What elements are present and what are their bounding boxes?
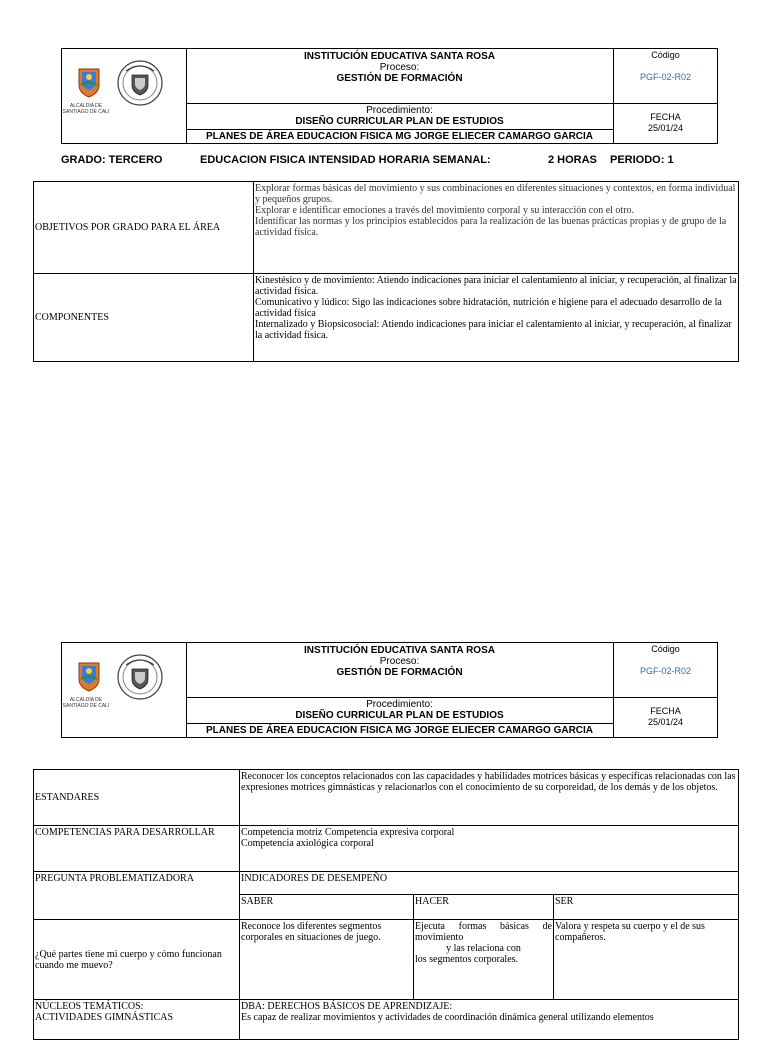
planes-title: PLANES DE ÁREA EDUCACION FISICA MG JORGE ELIECER CAMARGO GARCIA <box>186 723 613 737</box>
objectives-table <box>33 181 739 362</box>
hacer-line: Ejecuta formas básicas de movimiento <box>415 921 552 943</box>
fecha-cell <box>613 104 717 143</box>
ser-label: SER <box>554 895 739 920</box>
fecha-value: 25/01/24 <box>647 717 684 727</box>
header-procedure-cell <box>186 104 613 143</box>
procedimiento-label: Procedimiento: <box>366 699 433 710</box>
proceso-label: Proceso: <box>379 656 420 667</box>
hacer-line: y las relaciona con <box>446 943 521 954</box>
hours: 2 HORAS <box>548 154 597 166</box>
table-row <box>34 274 739 362</box>
componente-item: Kinestésico y de movimiento: Atiendo indicaciones para iniciar el calentamiento al iniciar, y recuperación, al finalizar la actividad física. <box>255 275 737 297</box>
header-procedure-cell <box>186 698 613 737</box>
logo-caption: SANTIAGO DE CALI <box>62 703 110 709</box>
codigo-label: Código <box>651 50 680 60</box>
estandares-value: Reconocer los conceptos relacionados con las capacidades y habilidades motrices básicas y específicas relacionadas con las expresiones motrices gimnásticas y relacionarlos con el conocimiento de su corporeidad, de los demás y de los objetos. <box>240 770 739 826</box>
competencia-item: Competencia motriz Competencia expresiva corporal <box>241 827 455 838</box>
grade-line <box>61 154 721 168</box>
period: PERIODO: 1 <box>610 154 674 166</box>
procedimiento-label: Procedimiento: <box>366 105 433 116</box>
codigo-label: Código <box>651 644 680 654</box>
table-row <box>34 182 739 274</box>
logo-caption: SANTIAGO DE CALI <box>62 109 110 115</box>
institution-name: INSTITUCIÓN EDUCATIVA SANTA ROSA <box>304 645 495 656</box>
dba-cell <box>240 1000 739 1040</box>
grado-value: : TERCERO <box>101 154 163 166</box>
componentes-label: COMPONENTES <box>34 274 254 362</box>
hacer-line: los segmentos corporales. <box>415 954 519 965</box>
codigo-cell <box>613 49 717 104</box>
ser-value: Valora y respeta su cuerpo y el de sus compañeros. <box>554 920 739 1000</box>
dba-value: Es capaz de realizar movimientos y actividades de coordinación dinámica general utilizando elementos <box>241 1012 654 1023</box>
proceso-value: GESTIÓN DE FORMACIÓN <box>336 667 463 678</box>
grado-label: GRADO <box>61 154 102 166</box>
objetivo-item: Explorar e identificar emociones a través del movimiento corporal y su interacción con el otro. <box>255 205 635 216</box>
header-title-cell <box>186 643 613 698</box>
standards-table <box>33 769 739 1040</box>
table-row <box>34 770 739 826</box>
codigo-value: PGF-02-R02 <box>639 72 692 82</box>
competencias-cell <box>240 826 739 872</box>
table-row <box>34 920 739 1000</box>
logo-cell <box>62 49 187 143</box>
procedimiento-value: DISEÑO CURRICULAR PLAN DE ESTUDIOS <box>295 116 504 127</box>
fecha-label: FECHA <box>650 706 681 716</box>
nucleos-cell <box>34 1000 240 1040</box>
componente-item: Comunicativo y lúdico: Sigo las indicaciones sobre hidratación, nutrición e higiene para el adecuado desarrollo de la actividad física <box>255 297 722 319</box>
document-header <box>61 48 718 144</box>
logo-caption: ALCALDÍA DE <box>69 697 103 703</box>
indicadores-label: INDICADORES DE DESEMPEÑO <box>240 872 739 895</box>
saber-value: Reconoce los diferentes segmentos corporales en situaciones de juego. <box>240 920 414 1000</box>
institution-logos <box>62 49 186 143</box>
codigo-cell <box>613 643 717 698</box>
componente-item: Internalizado y Biopsicosocial: Atiendo indicaciones para iniciar el calentamiento al iniciar, y recuperación, al finalizar la actividad física. <box>255 319 732 341</box>
institution-name: INSTITUCIÓN EDUCATIVA SANTA ROSA <box>304 51 495 62</box>
document-header-page-2 <box>61 642 718 738</box>
objetivos-label: OBJETIVOS POR GRADO PARA EL ÁREA <box>34 182 254 274</box>
competencias-label: COMPETENCIAS PARA DESARROLLAR <box>34 826 240 872</box>
objetivo-item: Explorar formas básicas del movimiento y sus combinaciones en diferentes situaciones y contextos, en forma individual y pequeños grupos. <box>255 183 736 205</box>
area-intensity: EDUCACION FISICA INTENSIDAD HORARIA SEMANAL: <box>200 154 491 166</box>
dba-label: DBA: DERECHOS BÁSICOS DE APRENDIZAJE: <box>241 1001 453 1012</box>
hacer-label: HACER <box>414 895 554 920</box>
logo-caption: ALCALDÍA DE <box>69 103 103 109</box>
nucleos-value: ACTIVIDADES GIMNÁSTICAS <box>35 1012 174 1023</box>
objetivos-cell <box>254 182 739 274</box>
saber-label: SABER <box>240 895 414 920</box>
table-row <box>34 826 739 872</box>
fecha-value: 25/01/24 <box>647 123 684 133</box>
componentes-cell <box>254 274 739 362</box>
institution-logos <box>62 643 186 737</box>
table-row <box>34 1000 739 1040</box>
objetivo-item: Identificar las normas y los principios establecidos para la realización de las buenas prácticas propias y de grupo de la actividad física. <box>255 216 727 238</box>
fecha-label: FECHA <box>650 112 681 122</box>
pregunta-label: PREGUNTA PROBLEMATIZADORA <box>34 872 240 920</box>
procedimiento-value: DISEÑO CURRICULAR PLAN DE ESTUDIOS <box>295 710 504 721</box>
proceso-label: Proceso: <box>379 62 420 73</box>
header-title-cell <box>186 49 613 104</box>
hacer-cell <box>414 920 554 1000</box>
competencia-item: Competencia axiológica corporal <box>241 838 374 849</box>
logo-cell <box>62 643 187 737</box>
nucleos-label: NÚCLEOS TEMÁTICOS: <box>35 1001 144 1012</box>
proceso-value: GESTIÓN DE FORMACIÓN <box>336 73 463 84</box>
estandares-label: ESTANDARES <box>34 770 240 826</box>
fecha-cell <box>613 698 717 737</box>
planes-title: PLANES DE ÁREA EDUCACION FISICA MG JORGE ELIECER CAMARGO GARCIA <box>186 129 613 143</box>
table-row <box>34 872 739 895</box>
pregunta-value: ¿Qué partes tiene mi cuerpo y cómo funcionan cuando me muevo? <box>34 920 240 1000</box>
codigo-value: PGF-02-R02 <box>639 666 692 676</box>
